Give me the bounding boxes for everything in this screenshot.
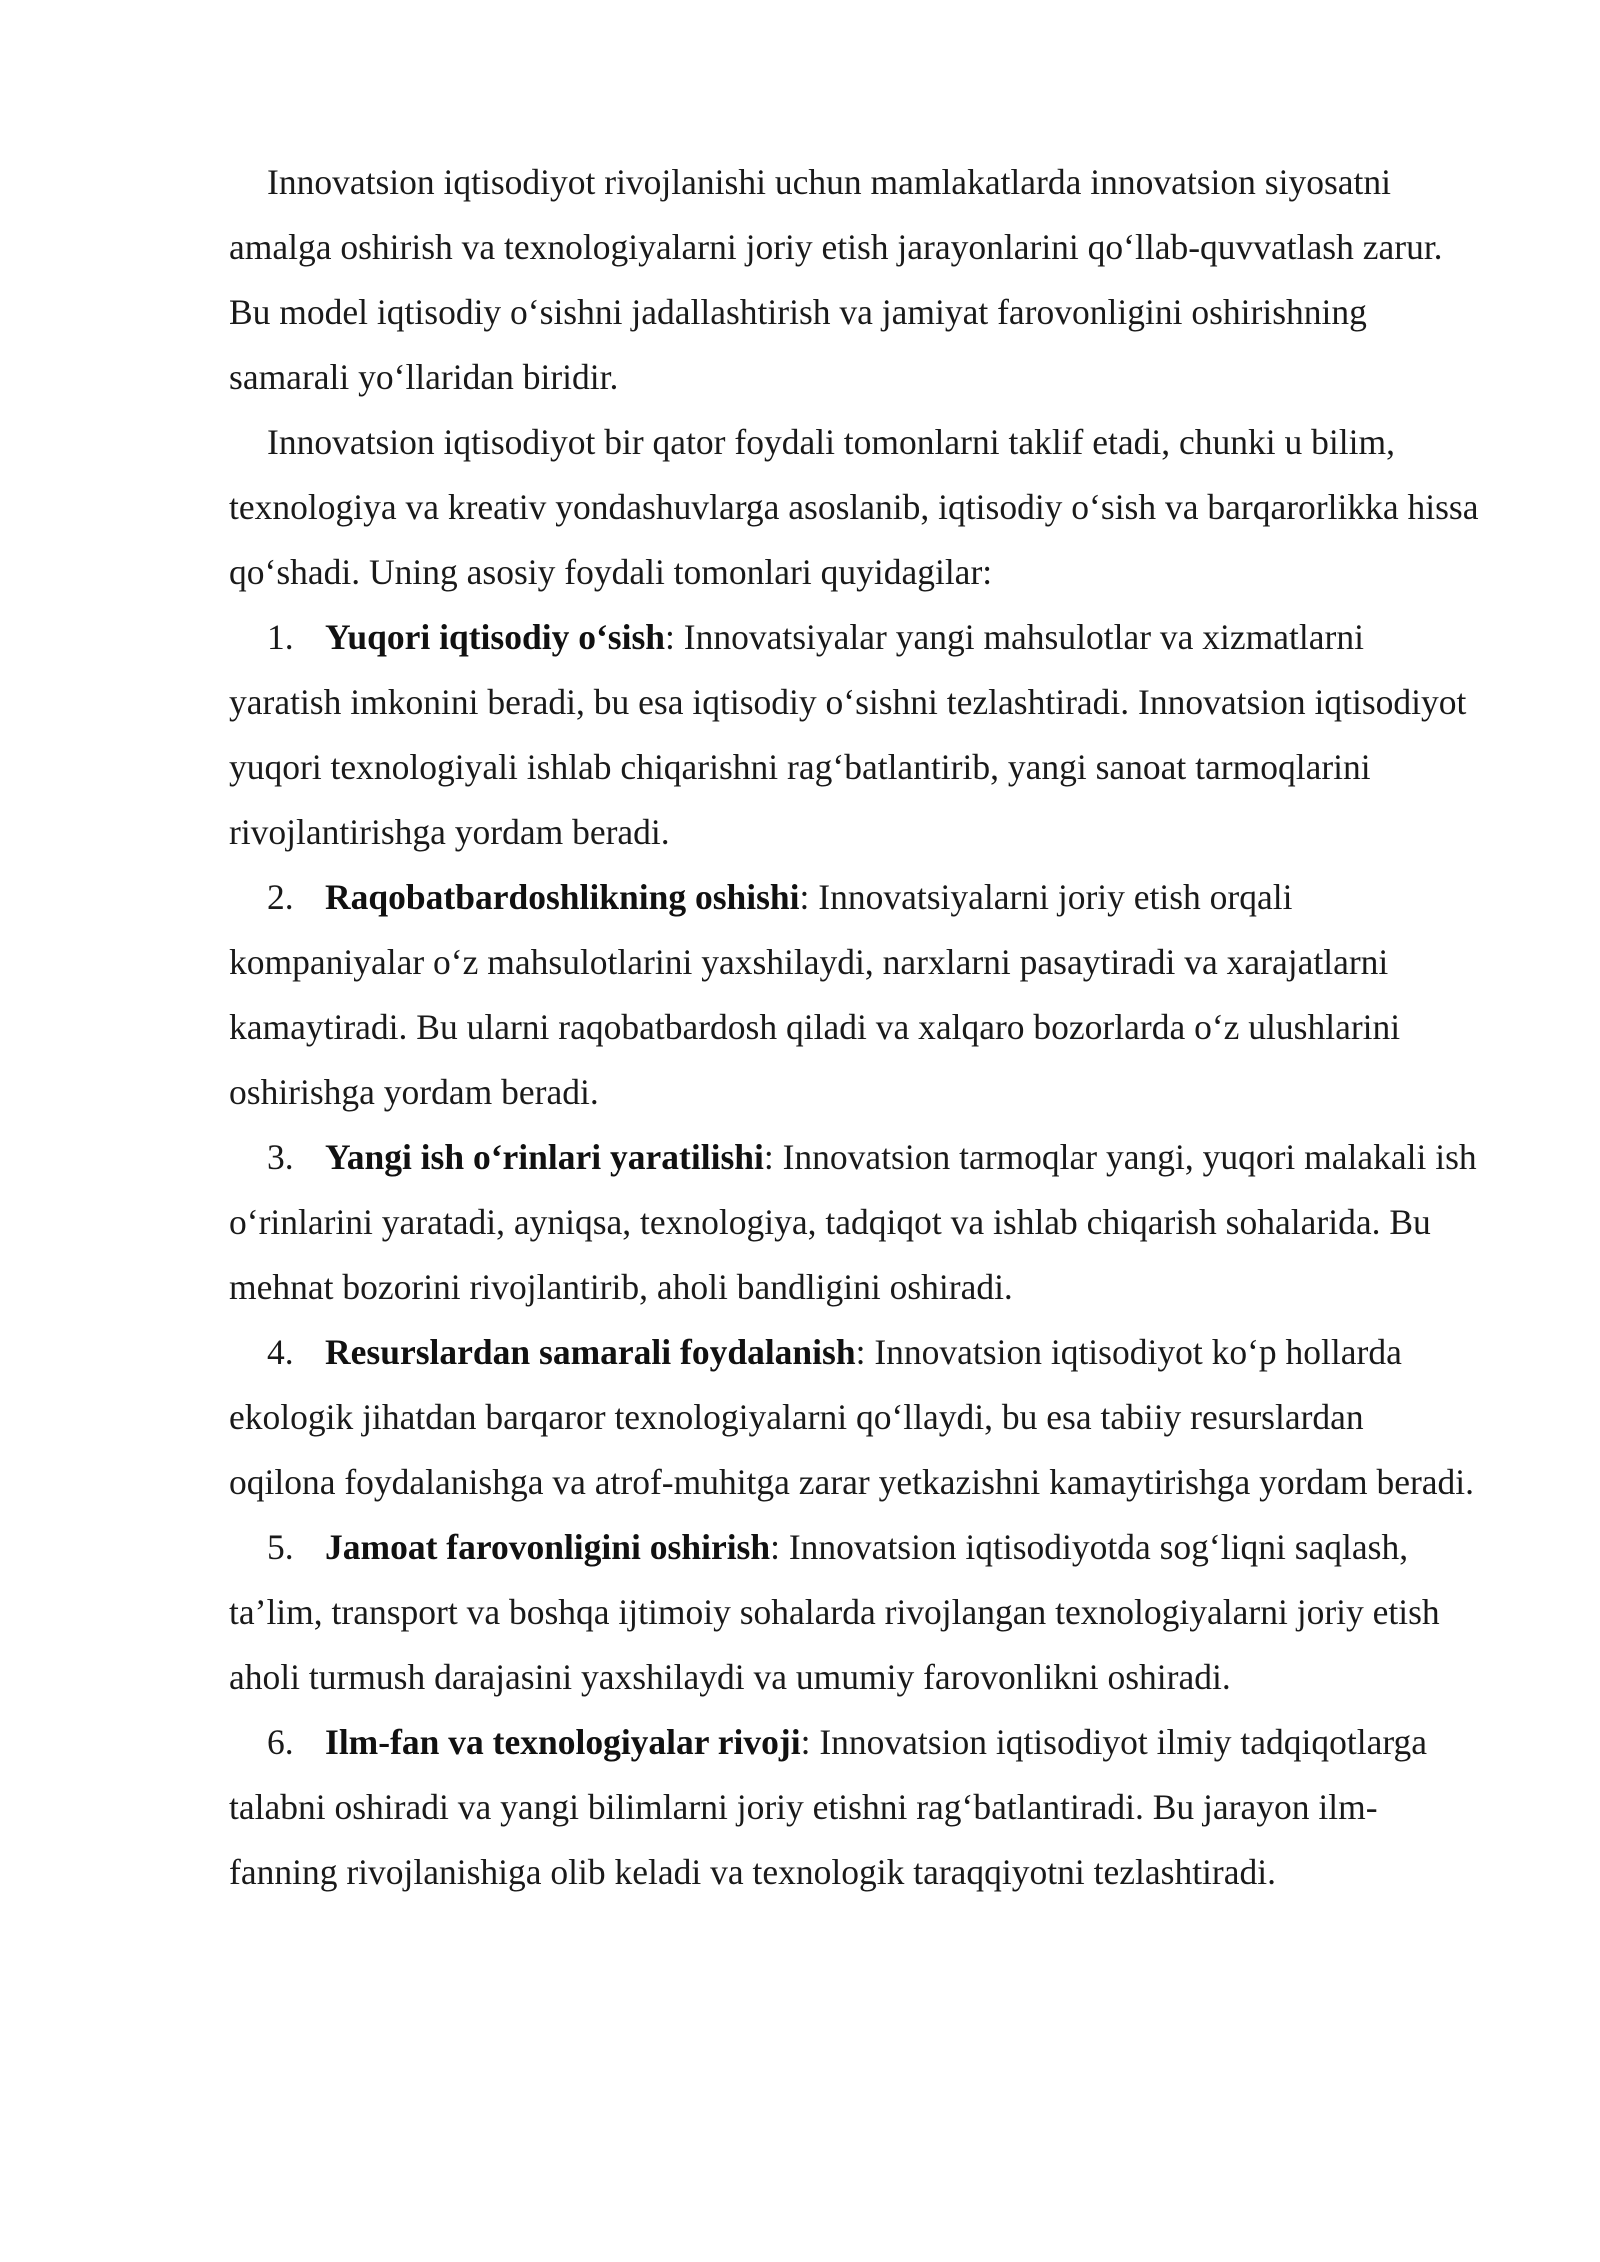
list-item — [229, 1320, 1479, 1515]
list-item-text: : Innovatsion tarmoqlar yangi, yuqori malakali ish o‘rinlarini yaratadi, ayniqsa, texnologiya, tadqiqot va ishlab chiqarish sohalarida. Bu mehnat bozorini rivojlantirib, aholi bandligini oshiradi. — [229, 1137, 1477, 1307]
list-item-text: : Innovatsion iqtisodiyotda sog‘liqni saqlash, ta’lim, transport va boshqa ijtimoiy sohalarda rivojlangan texnologiyalarni joriy etish aholi turmush darajasini yaxshilaydi va umumiy farovonlikni oshiradi. — [229, 1527, 1440, 1697]
list-item-number: 6. — [267, 1722, 294, 1762]
list-item — [229, 865, 1479, 1125]
list-item — [229, 605, 1479, 865]
list-item-term: Raqobatbardoshlikning oshishi — [325, 877, 800, 917]
list-item-number: 3. — [267, 1137, 294, 1177]
list-item-term: Jamoat farovonligini oshirish — [325, 1527, 771, 1567]
list-item-term: Yuqori iqtisodiy o‘sish — [325, 617, 666, 657]
document-body — [229, 150, 1479, 1905]
list-item — [229, 1515, 1479, 1710]
paragraph-intro: Innovatsion iqtisodiyot rivojlanishi uchun mamlakatlarda innovatsion siyosatni amalga oshirish va texnologiyalarni joriy etish jarayonlarini qo‘llab-quvvatlash zarur. Bu model iqtisodiy o‘sishni jadallashtirish va jamiyat farovonligini oshirishning samarali yo‘llaridan biridir. — [229, 162, 1443, 397]
list-item-number: 2. — [267, 877, 294, 917]
list-item-text: : Innovatsion iqtisodiyot ko‘p hollarda ekologik jihatdan barqaror texnologiyalarni qo‘llaydi, bu esa tabiiy resurslardan oqilona foydalanishga va atrof-muhitga zarar yetkazishni kamaytirishga yordam beradi. — [229, 1332, 1475, 1502]
list-item-number: 5. — [267, 1527, 294, 1567]
list-item-term: Ilm-fan va texnologiyalar rivoji — [325, 1722, 801, 1762]
list-item-term: Resurslardan samarali foydalanish — [325, 1332, 856, 1372]
list-item-number: 4. — [267, 1332, 294, 1372]
list-item-term: Yangi ish o‘rinlari yaratilishi — [325, 1137, 764, 1177]
list-item-number: 1. — [267, 617, 294, 657]
list-item — [229, 1710, 1479, 1905]
list-item — [229, 1125, 1479, 1320]
list-item-text: : Innovatsion iqtisodiyot ilmiy tadqiqotlarga talabni oshiradi va yangi bilimlarni joriy etishni rag‘batlantiradi. Bu jarayon ilm-fanning rivojlanishiga olib keladi va texnologik taraqqiyotni tezlashtiradi. — [229, 1722, 1428, 1892]
paragraph-benefits-intro: Innovatsion iqtisodiyot bir qator foydali tomonlarni taklif etadi, chunki u bilim, texnologiya va kreativ yondashuvlarga asoslanib, iqtisodiy o‘sish va barqarorlikka hissa qo‘shadi. Uning asosiy foydali tomonlari quyidagilar: — [229, 422, 1479, 592]
list-item-text: : Innovatsiyalar yangi mahsulotlar va xizmatlarni yaratish imkonini beradi, bu esa iqtisodiy o‘sishni tezlashtiradi. Innovatsion iqtisodiyot yuqori texnologiyali ishlab chiqarishni rag‘batlantirib, yangi sanoat tarmoqlarini rivojlantirishga yordam beradi. — [229, 617, 1467, 852]
list-item-text: : Innovatsiyalarni joriy etish orqali kompaniyalar o‘z mahsulotlarini yaxshilaydi, narxlarni pasaytiradi va xarajatlarni kamaytiradi. Bu ularni raqobatbardosh qiladi va xalqaro bozorlarda o‘z ulushlarini oshirishga yordam beradi. — [229, 877, 1401, 1112]
